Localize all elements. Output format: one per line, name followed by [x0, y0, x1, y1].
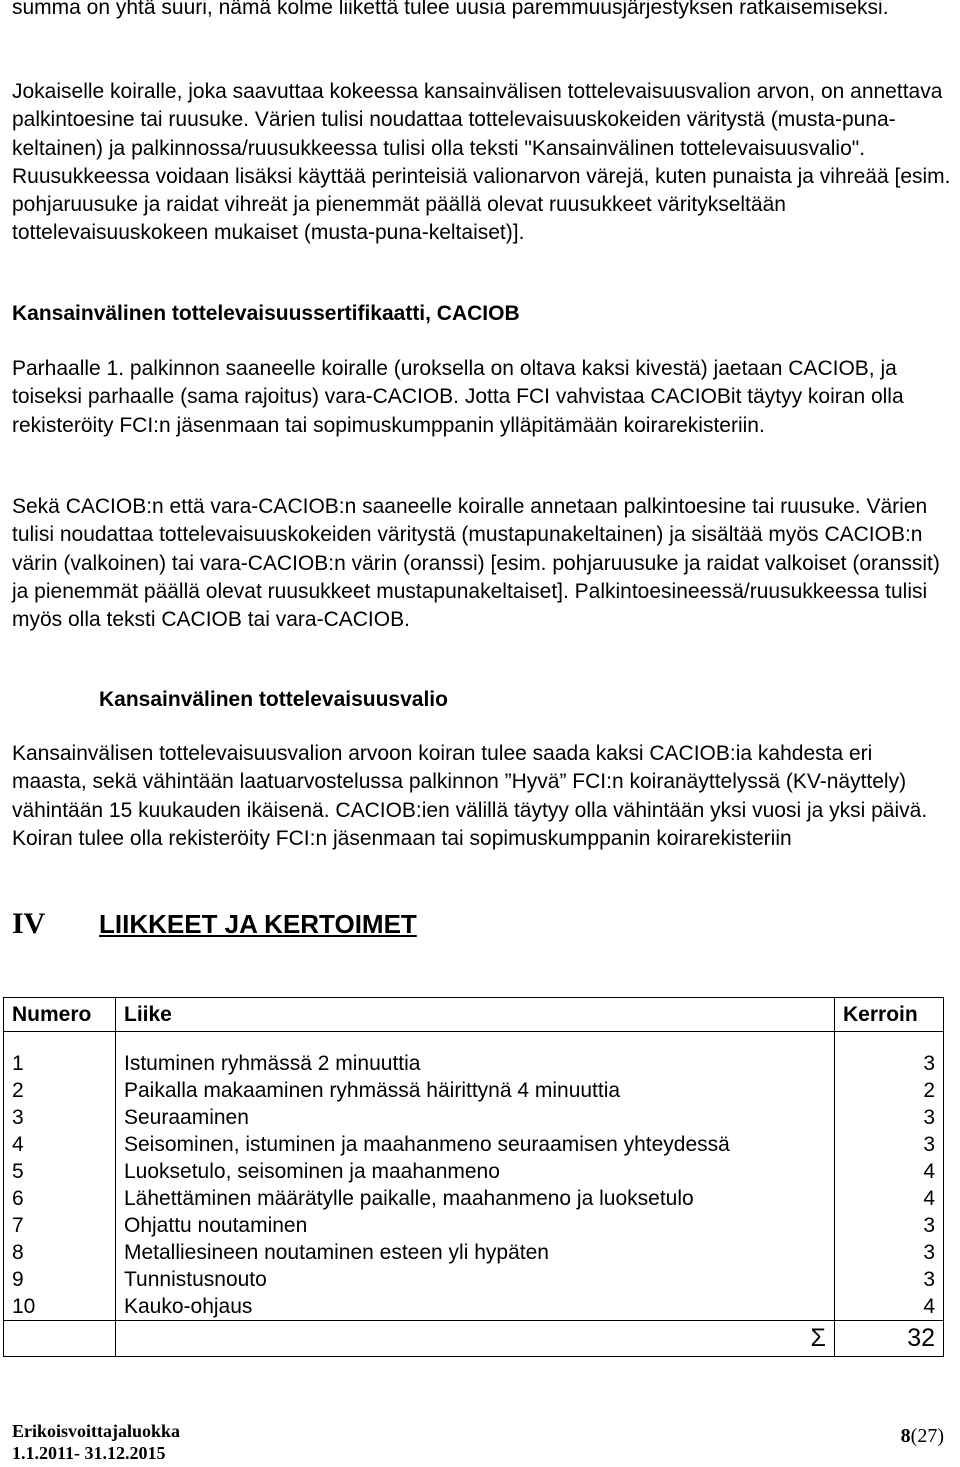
header-coef: Kerroin	[835, 998, 944, 1032]
table-row	[4, 1185, 944, 1212]
table-row	[4, 1212, 944, 1239]
table-row	[4, 1077, 944, 1104]
row-number: 3	[4, 1104, 116, 1131]
row-coef: 3	[835, 1266, 944, 1293]
row-coef: 3	[835, 1104, 944, 1131]
page-number	[901, 1425, 944, 1448]
table-row	[4, 1158, 944, 1185]
row-move: Istuminen ryhmässä 2 minuuttia	[116, 1050, 835, 1077]
page-current: 8	[900, 1425, 911, 1447]
row-move: Luoksetulo, seisominen ja maahanmeno	[116, 1158, 835, 1185]
sum-value: 32	[835, 1321, 944, 1357]
table-row	[4, 1131, 944, 1158]
table-row	[4, 1266, 944, 1293]
row-number: 7	[4, 1212, 116, 1239]
row-coef: 2	[835, 1077, 944, 1104]
table-row	[4, 1293, 944, 1321]
row-number: 9	[4, 1266, 116, 1293]
page-total: (27)	[910, 1425, 944, 1447]
header-number: Numero	[4, 998, 116, 1032]
paragraph-rosette: Jokaiselle koiralle, joka saavuttaa kokeessa kansainvälisen tottelevaisuusvalion arvon, on annettava palkintoesine tai ruusuke. Värien tulisi noudattaa tottelevaisuuskokeiden väritystä (musta-puna-keltainen) ja palkinnossa/ruusukkeessa tulisi olla teksti "Kansainvälinen tottelevaisuusvalio". Ruusukkeessa voidaan lisäksi käyttää perinteisiä valionarvon värejä, kuten punaista ja vihreää [esim. pohjaruusuke ja raidat vihreät ja pienemmät päällä olevat ruusukkeet väritykseltään tottelevaisuuskokeen mukaiset (musta-puna-keltaiset)].	[12, 80, 951, 245]
row-move: Tunnistusnouto	[116, 1266, 835, 1293]
table-row	[4, 1050, 944, 1077]
header-move: Liike	[116, 998, 835, 1032]
row-move: Seisominen, istuminen ja maahanmeno seuraamisen yhteydessä	[116, 1131, 835, 1158]
row-move: Ohjattu noutaminen	[116, 1212, 835, 1239]
footer-class-name: Erikoisvoittajaluokka	[12, 1421, 181, 1441]
row-number: 10	[4, 1293, 116, 1321]
heading-champion: Kansainvälinen tottelevaisuusvalio	[99, 688, 448, 711]
moves-table	[3, 997, 944, 1357]
row-move: Lähettäminen määrätylle paikalle, maahanmeno ja luoksetulo	[116, 1185, 835, 1212]
row-move: Kauko-ohjaus	[116, 1293, 835, 1321]
row-move: Paikalla makaaminen ryhmässä häirittynä 4 minuuttia	[116, 1077, 835, 1104]
row-coef: 4	[835, 1158, 944, 1185]
row-number: 5	[4, 1158, 116, 1185]
chapter-title: LIIKKEET JA KERTOIMET	[99, 909, 417, 939]
row-coef: 4	[835, 1185, 944, 1212]
sum-row	[4, 1321, 944, 1357]
row-move: Metalliesineen noutaminen esteen yli hypäten	[116, 1239, 835, 1266]
paragraph-tie-rule: summa on yhtä suuri, nämä kolme liikettä tulee uusia paremmuusjärjestyksen ratkaisemiseksi.	[12, 0, 889, 19]
heading-caciob: Kansainvälinen tottelevaisuussertifikaatti, CACIOB	[12, 302, 520, 325]
row-number: 6	[4, 1185, 116, 1212]
footer-date-range: 1.1.2011- 31.12.2015	[12, 1443, 166, 1463]
row-coef: 4	[835, 1293, 944, 1321]
row-coef: 3	[835, 1131, 944, 1158]
footer-class	[12, 1420, 180, 1464]
row-number: 1	[4, 1050, 116, 1077]
sum-empty-cell	[4, 1321, 116, 1357]
row-number: 8	[4, 1239, 116, 1266]
row-coef: 3	[835, 1050, 944, 1077]
row-move: Seuraaminen	[116, 1104, 835, 1131]
chapter-number: IV	[12, 907, 46, 940]
row-coef: 3	[835, 1212, 944, 1239]
table-row	[4, 1104, 944, 1131]
row-coef: 3	[835, 1239, 944, 1266]
paragraph-champion: Kansainvälisen tottelevaisuusvalion arvoon koiran tulee saada kaksi CACIOB:ia kahdesta eri maasta, sekä vähintään laatuarvostelussa palkinnon ”Hyvä” FCI:n koiranäyttelyssä (KV-näyttely) vähintään 15 kuukauden ikäisenä. CACIOB:ien välillä täytyy olla vähintään yksi vuosi ja yksi päivä. Koiran tulee olla rekisteröity FCI:n jäsenmaan tai sopimuskumppanin koirarekisteriin	[12, 742, 928, 850]
paragraph-caciob-rosette: Sekä CACIOB:n että vara-CACIOB:n saaneelle koiralle annetaan palkintoesine tai ruusuke. Värien tulisi noudattaa tottelevaisuuskokeiden väritystä (mustapunakeltainen) ja sisältää myös CACIOB:n värin (valkoinen) tai vara-CACIOB:n värin (oranssi) [esim. pohjaruusuke ja raidat valkoiset (oranssit) ja pienemmät päällä olevat ruusukkeet mustapunakeltaiset]. Palkintoesineessä/ruusukkeessa tulisi myös olla teksti CACIOB tai vara-CACIOB.	[12, 495, 940, 632]
table-row	[4, 1239, 944, 1266]
row-number: 4	[4, 1131, 116, 1158]
paragraph-caciob: Parhaalle 1. palkinnon saaneelle koiralle (uroksella on oltava kaksi kivestä) jaetaan CACIOB, ja toiseksi parhaalle (sama rajoitus) vara-CACIOB. Jotta FCI vahvistaa CACIOBit täytyy koiran olla rekisteröity FCI:n jäsenmaan tai sopimuskumppanin ylläpitämään koirarekisteriin.	[12, 357, 904, 437]
row-number: 2	[4, 1077, 116, 1104]
sum-symbol: Σ	[116, 1321, 835, 1357]
